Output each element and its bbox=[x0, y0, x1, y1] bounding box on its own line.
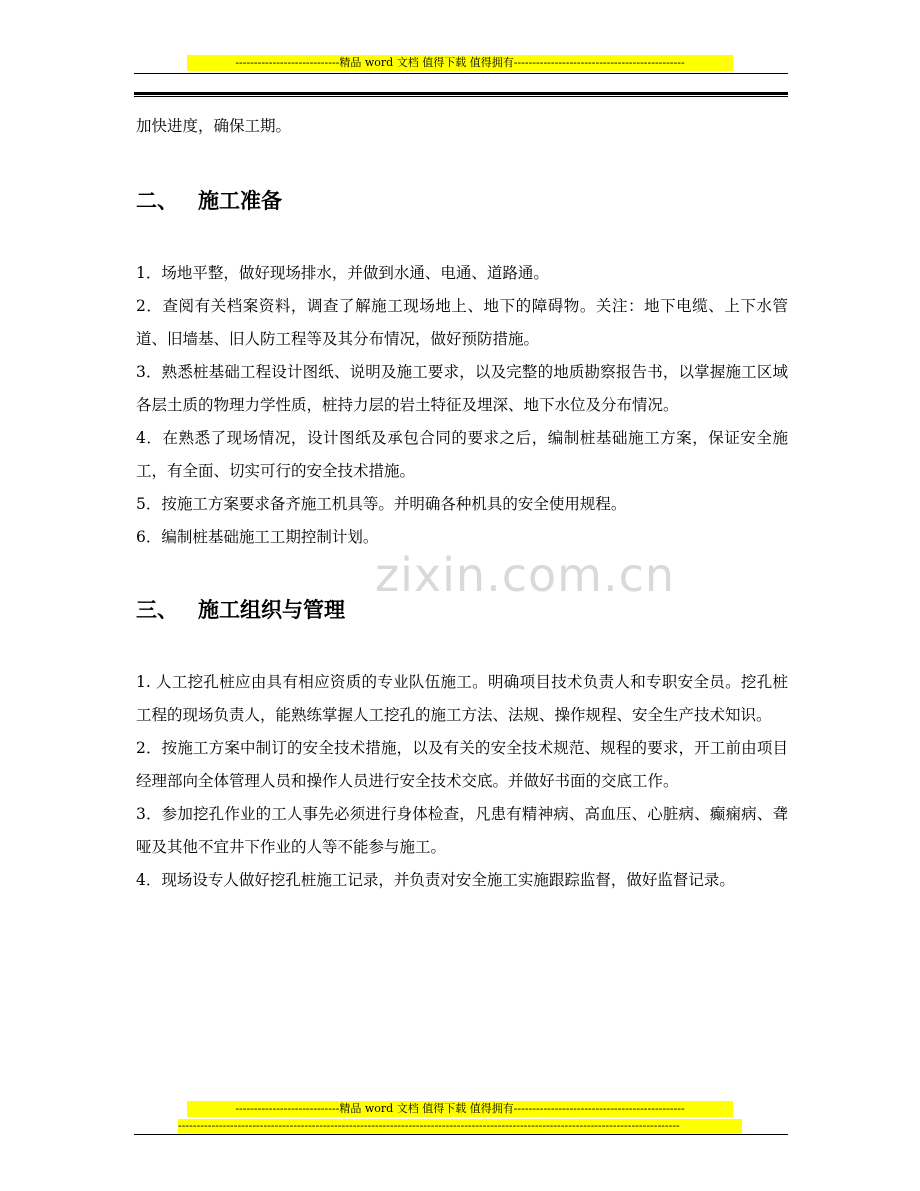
footer-dash-line: --------------------------------------------------------------------------------------------------------------------------------------- bbox=[178, 1119, 742, 1133]
list-item: 4．在熟悉了现场情况，设计图纸及承包合同的要求之后，编制桩基础施工方案，保证安全施工，有全面、切实可行的安全技术措施。 bbox=[136, 429, 788, 480]
list-item: 4．现场设专人做好挖孔桩施工记录，并负责对安全施工实施跟踪监督，做好监督记录。 bbox=[136, 871, 735, 889]
header-banner: ----------------------------精品 word 文档 值得下载 值得拥有---------------------------------------------- bbox=[187, 55, 733, 71]
section-title: 施工准备 bbox=[198, 189, 282, 213]
footer-banner: ----------------------------精品 word 文档 值得下载 值得拥有---------------------------------------------- bbox=[187, 1101, 733, 1117]
list-item: 3．熟悉桩基础工程设计图纸、说明及施工要求，以及完整的地质勘察报告书，以掌握施工区域各层土质的物理力学性质，桩持力层的岩土特征及埋深、地下水位及分布情况。 bbox=[136, 363, 788, 414]
watermark: zixin.com.cn bbox=[375, 548, 676, 602]
list-item: 3．参加挖孔作业的工人事先必须进行身体检查，凡患有精神病、高血压、心脏病、癫痫病、聋哑及其他不宜井下作业的人等不能参与施工。 bbox=[136, 805, 788, 856]
list-item: 2．查阅有关档案资料，调查了解施工现场地上、地下的障碍物。关注：地下电缆、上下水管道、旧墙基、旧人防工程等及其分布情况，做好预防措施。 bbox=[136, 297, 788, 348]
section-heading-2 bbox=[136, 181, 788, 221]
intro-paragraph: 加快进度，确保工期。 bbox=[136, 117, 292, 135]
footer-rule bbox=[134, 1134, 788, 1135]
list-item: 5．按施工方案要求备齐施工机具等。并明确各种机具的安全使用规程。 bbox=[136, 495, 627, 513]
section-title: 施工组织与管理 bbox=[198, 598, 345, 622]
list-item: 1．场地平整，做好现场排水，并做到水通、电通、道路通。 bbox=[136, 264, 549, 282]
section-heading-3 bbox=[136, 590, 788, 630]
document-body bbox=[136, 100, 788, 897]
header-double-rule-thin bbox=[134, 96, 788, 97]
list-item: 1. 人工挖孔桩应由具有相应资质的专业队伍施工。明确项目技术负责人和专职安全员。挖孔桩工程的现场负责人，能熟练掌握人工挖孔的施工方法、法规、操作规程、安全生产技术知识。 bbox=[136, 673, 788, 724]
list-item: 6．编制桩基础施工工期控制计划。 bbox=[136, 528, 379, 546]
header-rule bbox=[134, 73, 788, 74]
section-number: 三、 bbox=[136, 598, 178, 622]
list-item: 2．按施工方案中制订的安全技术措施，以及有关的安全技术规范、规程的要求，开工前由项目经理部向全体管理人员和操作人员进行安全技术交底。并做好书面的交底工作。 bbox=[136, 739, 788, 790]
section-number: 二、 bbox=[136, 189, 178, 213]
header-double-rule bbox=[134, 92, 788, 95]
